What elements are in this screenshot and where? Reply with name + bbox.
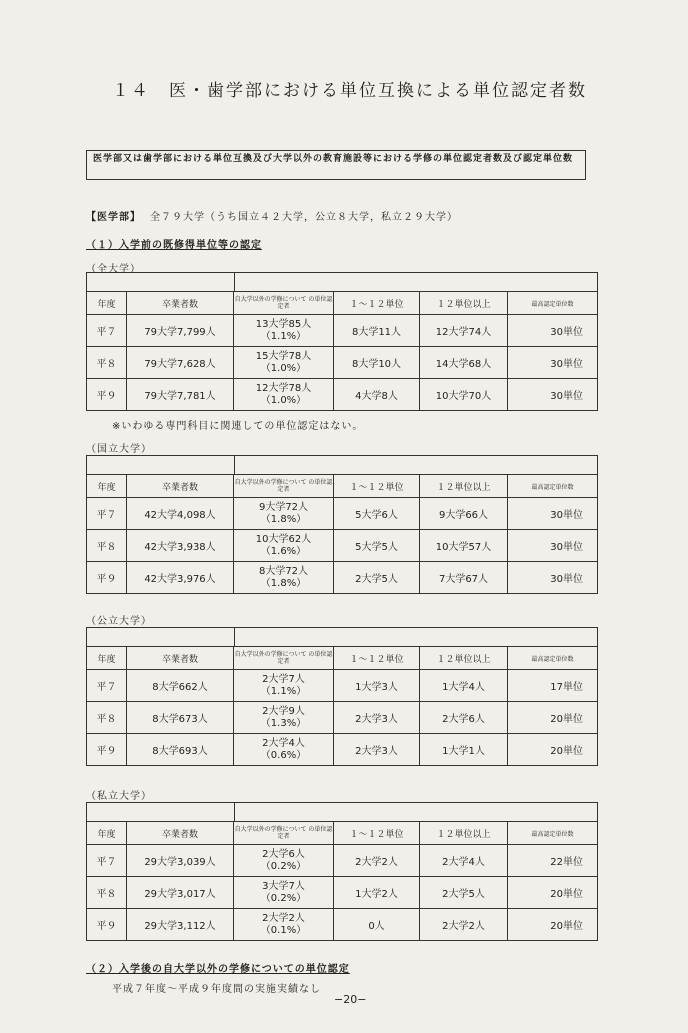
header-recognized: 自大学以外の学修について の単位認定者 [234, 292, 334, 314]
recognized-percent: （1.0%） [260, 362, 307, 374]
intro-box: 医学部又は歯学部における単位互換及び大学以外の教育施設等における学修の単位認定者数及び認定単位数 [86, 150, 586, 180]
recognized-count: 3大学7人 [262, 880, 305, 892]
cell-range-1-12: 5大学5人 [334, 530, 420, 561]
recognized-stack [261, 881, 306, 905]
table-top-strip [87, 628, 597, 647]
cell-max-credits: 30単位 [550, 510, 583, 521]
cell-graduates: 8大学662人 [127, 670, 234, 701]
cell-range-12-plus: 10大学57人 [420, 530, 508, 561]
header-range1: １～１２単位 [334, 647, 420, 669]
recognized-count: 10大学62人 [255, 533, 312, 545]
table-label-public: （公立大学） [86, 616, 152, 627]
recognized-stack [259, 566, 308, 590]
header-max: 最高認定単位数 [531, 655, 574, 663]
table-row [87, 315, 597, 347]
header-year: 年度 [87, 822, 127, 844]
recognized-percent: （0.1%） [260, 924, 307, 936]
cell-graduates: 8大学693人 [127, 734, 234, 765]
cell-recognized [234, 347, 334, 378]
cell-max-credits: 20単位 [550, 921, 583, 932]
cell-range-1-12: 2大学3人 [334, 734, 420, 765]
cell-year: 平８ [87, 702, 127, 733]
cell-range-1-12: 8大学10人 [334, 347, 420, 378]
table-row [87, 498, 597, 530]
recognized-count: 2大学2人 [262, 912, 305, 924]
cell-range-12-plus: 2大学5人 [420, 877, 508, 908]
cell-max-credits: 20単位 [550, 889, 583, 900]
cell-recognized [234, 530, 334, 561]
recognized-percent: （1.8%） [260, 577, 307, 589]
recognized-percent: （1.1%） [260, 330, 307, 342]
cell-year: 平８ [87, 347, 127, 378]
header-max: 最高認定単位数 [531, 300, 574, 308]
table-header-row [87, 475, 597, 498]
recognized-count: 2大学6人 [262, 848, 305, 860]
cell-year: 平９ [87, 379, 127, 410]
cell-recognized [234, 734, 334, 765]
cell-year: 平７ [87, 670, 127, 701]
recognized-percent: （0.6%） [260, 749, 307, 761]
table-row [87, 734, 597, 765]
cell-range-12-plus: 10大学70人 [420, 379, 508, 410]
recognized-percent: （1.0%） [260, 394, 307, 406]
cell-max-credits: 30単位 [550, 391, 583, 402]
table-header-row [87, 647, 597, 670]
table-public [86, 627, 598, 766]
cell-recognized [234, 379, 334, 410]
section2-heading: （２）入学後の自大学以外の学修についての単位認定 [86, 964, 350, 975]
table-row [87, 670, 597, 702]
recognized-percent: （1.8%） [260, 513, 307, 525]
header-year: 年度 [87, 475, 127, 497]
recognized-percent: （0.2%） [260, 892, 307, 904]
table-label-all: （全大学） [86, 264, 141, 275]
table-top-divider [234, 456, 235, 474]
cell-recognized [234, 909, 334, 940]
cell-range-1-12: 2大学3人 [334, 702, 420, 733]
section2-note: 平成７年度～平成９年度間の実施実績なし [112, 984, 321, 995]
cell-range-1-12: 4大学8人 [334, 379, 420, 410]
cell-max-credits: 20単位 [550, 714, 583, 725]
cell-graduates: 29大学3,112人 [127, 909, 234, 940]
cell-range-1-12: 2大学5人 [334, 562, 420, 593]
cell-year: 平７ [87, 315, 127, 346]
recognized-stack [256, 383, 311, 407]
header-recognized: 自大学以外の学修について の単位認定者 [234, 475, 334, 497]
table-top-divider [234, 273, 235, 291]
recognized-stack [261, 738, 306, 762]
recognized-stack [261, 849, 306, 873]
table-row [87, 702, 597, 734]
header-recognized: 自大学以外の学修について の単位認定者 [234, 822, 334, 844]
recognized-stack [261, 706, 306, 730]
header-grads: 卒業者数 [127, 292, 234, 314]
recognized-percent: （1.1%） [260, 685, 307, 697]
table-row [87, 909, 597, 940]
table-row [87, 562, 597, 593]
recognized-count: 8大学72人 [258, 565, 309, 577]
table-top-strip [87, 456, 597, 475]
recognized-count: 9大学72人 [258, 501, 309, 513]
recognized-percent: （1.6%） [260, 545, 307, 557]
recognized-count: 12大学78人 [255, 382, 312, 394]
cell-graduates: 42大学3,976人 [127, 562, 234, 593]
cell-range-1-12: 1大学2人 [334, 877, 420, 908]
cell-graduates: 29大学3,039人 [127, 845, 234, 876]
header-max: 最高認定単位数 [531, 483, 574, 491]
cell-max-credits: 30単位 [550, 574, 583, 585]
cell-range-12-plus: 2大学6人 [420, 702, 508, 733]
cell-year: 平７ [87, 498, 127, 529]
cell-max-credits: 20単位 [550, 746, 583, 757]
header-range1: １～１２単位 [334, 292, 420, 314]
header-range2: １２単位以上 [420, 292, 508, 314]
cell-range-1-12: 1大学3人 [334, 670, 420, 701]
cell-year: 平８ [87, 877, 127, 908]
cell-range-12-plus: 12大学74人 [420, 315, 508, 346]
recognized-count: 2大学9人 [262, 705, 305, 717]
recognized-stack [261, 913, 306, 937]
cell-year: 平９ [87, 562, 127, 593]
cell-range-12-plus: 2大学2人 [420, 909, 508, 940]
header-max: 最高認定単位数 [531, 830, 574, 838]
cell-graduates: 29大学3,017人 [127, 877, 234, 908]
table-row [87, 845, 597, 877]
recognized-stack [256, 534, 311, 558]
cell-recognized [234, 877, 334, 908]
cell-year: 平８ [87, 530, 127, 561]
header-recognized: 自大学以外の学修について の単位認定者 [234, 647, 334, 669]
section1-heading: （１）入学前の既修得単位等の認定 [86, 240, 262, 251]
header-grads: 卒業者数 [127, 647, 234, 669]
cell-graduates: 79大学7,781人 [127, 379, 234, 410]
table-national [86, 455, 598, 594]
cell-range-1-12: 8大学11人 [334, 315, 420, 346]
cell-max-credits: 30単位 [550, 359, 583, 370]
table-row [87, 877, 597, 909]
table-label-private: （私立大学） [86, 791, 152, 802]
faculty-summary: 全７９大学（うち国立４２大学，公立８大学，私立２９大学） [150, 212, 458, 223]
table-row [87, 379, 597, 410]
cell-max-credits: 30単位 [550, 542, 583, 553]
cell-range-12-plus: 9大学66人 [420, 498, 508, 529]
header-grads: 卒業者数 [127, 475, 234, 497]
cell-recognized [234, 562, 334, 593]
table-row [87, 530, 597, 562]
cell-year: 平９ [87, 734, 127, 765]
cell-max-credits: 17単位 [550, 682, 583, 693]
recognized-count: 2大学7人 [262, 673, 305, 685]
header-grads: 卒業者数 [127, 822, 234, 844]
cell-graduates: 79大学7,628人 [127, 347, 234, 378]
header-range2: １２単位以上 [420, 475, 508, 497]
cell-range-12-plus: 14大学68人 [420, 347, 508, 378]
cell-recognized [234, 702, 334, 733]
header-year: 年度 [87, 292, 127, 314]
table-label-national: （国立大学） [86, 444, 152, 455]
cell-range-1-12: 0人 [334, 909, 420, 940]
table-row [87, 347, 597, 379]
note-all: ※いわゆる専門科目に関連しての単位認定はない。 [112, 421, 364, 432]
table-top-divider [234, 628, 235, 646]
table-header-row [87, 822, 597, 845]
table-private [86, 802, 598, 941]
header-year: 年度 [87, 647, 127, 669]
recognized-percent: （1.3%） [260, 717, 307, 729]
recognized-stack [256, 319, 311, 343]
recognized-stack [261, 674, 306, 698]
cell-range-12-plus: 2大学4人 [420, 845, 508, 876]
header-range2: １２単位以上 [420, 647, 508, 669]
cell-graduates: 79大学7,799人 [127, 315, 234, 346]
cell-recognized [234, 670, 334, 701]
cell-recognized [234, 498, 334, 529]
cell-max-credits: 22単位 [550, 857, 583, 868]
recognized-stack [256, 351, 311, 375]
table-header-row [87, 292, 597, 315]
cell-graduates: 42大学4,098人 [127, 498, 234, 529]
page-number: −20− [334, 993, 367, 1006]
recognized-count: 15大学78人 [255, 350, 312, 362]
cell-graduates: 8大学673人 [127, 702, 234, 733]
table-top-strip [87, 803, 597, 822]
header-range2: １２単位以上 [420, 822, 508, 844]
cell-max-credits: 30単位 [550, 327, 583, 338]
header-range1: １～１２単位 [334, 822, 420, 844]
table-all [86, 272, 598, 411]
cell-range-1-12: 5大学6人 [334, 498, 420, 529]
page-title: １４ 医・歯学部における単位互換による単位認定者数 [112, 81, 587, 101]
cell-range-12-plus: 1大学4人 [420, 670, 508, 701]
cell-range-12-plus: 1大学1人 [420, 734, 508, 765]
faculty-label: 【医学部】 [86, 212, 141, 223]
table-top-divider [234, 803, 235, 821]
table-top-strip [87, 273, 597, 292]
recognized-percent: （0.2%） [260, 860, 307, 872]
cell-year: 平７ [87, 845, 127, 876]
cell-recognized [234, 845, 334, 876]
header-range1: １～１２単位 [334, 475, 420, 497]
cell-graduates: 42大学3,938人 [127, 530, 234, 561]
recognized-count: 2大学4人 [262, 737, 305, 749]
cell-range-12-plus: 7大学67人 [420, 562, 508, 593]
recognized-stack [259, 502, 308, 526]
recognized-count: 13大学85人 [255, 318, 312, 330]
cell-recognized [234, 315, 334, 346]
cell-year: 平９ [87, 909, 127, 940]
cell-range-1-12: 2大学2人 [334, 845, 420, 876]
